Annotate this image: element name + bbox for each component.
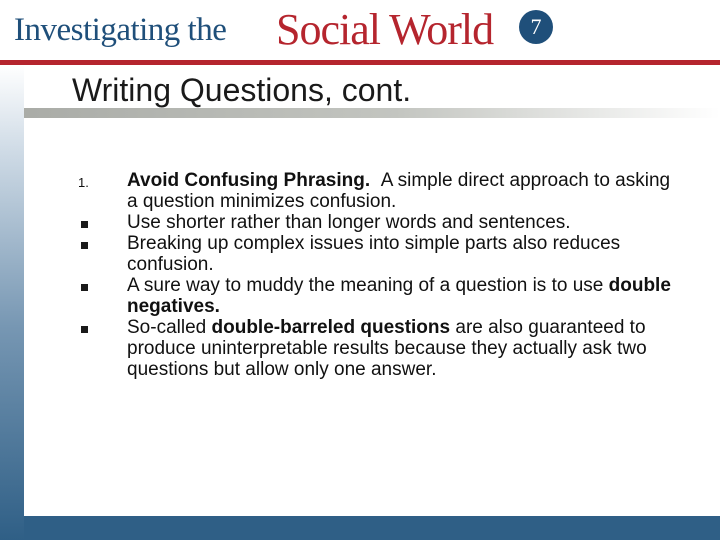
- header-banner: [0, 0, 720, 66]
- book-title-part1: Investigating the: [14, 12, 227, 48]
- left-gradient-bar: [0, 65, 24, 540]
- bold-term: double-barreled questions: [211, 317, 451, 338]
- edition-badge: 7: [519, 10, 553, 44]
- item-text-pre: A sure way to muddy the meaning of a question is to use: [127, 275, 604, 296]
- item-text-post: are also guaranteed to produce uninterpretable results because they actually ask two questions but allow only one answer.: [127, 317, 647, 380]
- list-item-text: [127, 317, 678, 380]
- square-bullet-icon: [81, 284, 88, 291]
- list-item: [78, 275, 678, 317]
- bullet-list: [78, 170, 678, 380]
- list-item: [78, 233, 678, 275]
- list-item-text: [127, 275, 678, 317]
- list-item: [78, 212, 678, 233]
- list-item-text: [127, 170, 678, 212]
- list-item: [78, 317, 678, 380]
- list-number: 1.: [78, 175, 89, 190]
- bottom-bar: [24, 516, 720, 540]
- slide-title: Writing Questions, cont.: [72, 72, 412, 108]
- bold-term: double negatives.: [127, 275, 671, 317]
- book-title-part2: Social World: [276, 5, 494, 54]
- item-text-pre: So-called: [127, 317, 207, 338]
- square-bullet-icon: [81, 242, 88, 249]
- list-item-text: Breaking up complex issues into simple parts also reduces confusion.: [127, 233, 621, 275]
- bold-lead: Avoid Confusing Phrasing.: [127, 170, 371, 191]
- square-bullet-icon: [81, 221, 88, 228]
- list-item: [78, 170, 678, 212]
- item-text-rest: A simple direct approach to asking a question minimizes confusion.: [127, 170, 671, 212]
- title-grey-rule: [0, 108, 720, 118]
- square-bullet-icon: [81, 326, 88, 333]
- header-red-rule: [0, 60, 720, 65]
- list-item-text: Use shorter rather than longer words and sentences.: [127, 212, 571, 233]
